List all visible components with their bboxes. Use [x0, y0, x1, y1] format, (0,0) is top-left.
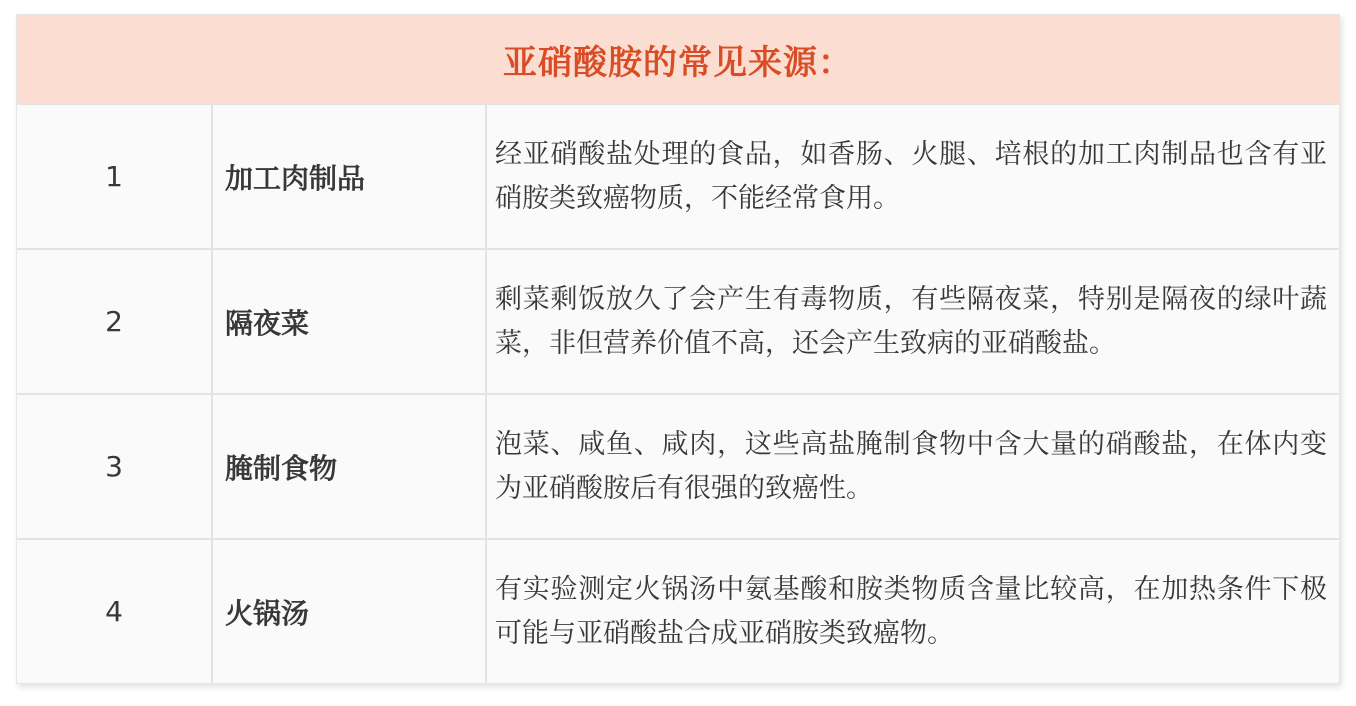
row-description: 有实验测定火锅汤中氨基酸和胺类物质含量比较高，在加热条件下极可能与亚硝酸盐合成亚硝胺类致癌物。 [495, 573, 1327, 649]
nitrosamine-sources-table [16, 14, 1340, 684]
row-category: 腌制食物 [213, 395, 487, 538]
table-row [17, 538, 1339, 683]
table-row [17, 103, 1339, 248]
row-description: 经亚硝酸盐处理的食品，如香肠、火腿、培根的加工肉制品也含有亚硝胺类致癌物质，不能经常食用。 [495, 138, 1327, 214]
row-category: 隔夜菜 [213, 250, 487, 393]
row-number: 4 [17, 540, 213, 683]
row-category: 火锅汤 [213, 540, 487, 683]
row-number: 2 [17, 250, 213, 393]
table-row [17, 248, 1339, 393]
row-number: 3 [17, 395, 213, 538]
table-title: 亚硝酸胺的常见来源： [503, 42, 853, 83]
row-description: 泡菜、咸鱼、咸肉，这些高盐腌制食物中含大量的硝酸盐，在体内变为亚硝酸胺后有很强的致癌性。 [495, 428, 1327, 504]
table-header [17, 15, 1339, 103]
row-description: 剩菜剩饭放久了会产生有毒物质，有些隔夜菜，特别是隔夜的绿叶蔬菜，非但营养价值不高，还会产生致病的亚硝酸盐。 [495, 283, 1327, 359]
row-category: 加工肉制品 [213, 105, 487, 248]
row-number: 1 [17, 105, 213, 248]
table-row [17, 393, 1339, 538]
